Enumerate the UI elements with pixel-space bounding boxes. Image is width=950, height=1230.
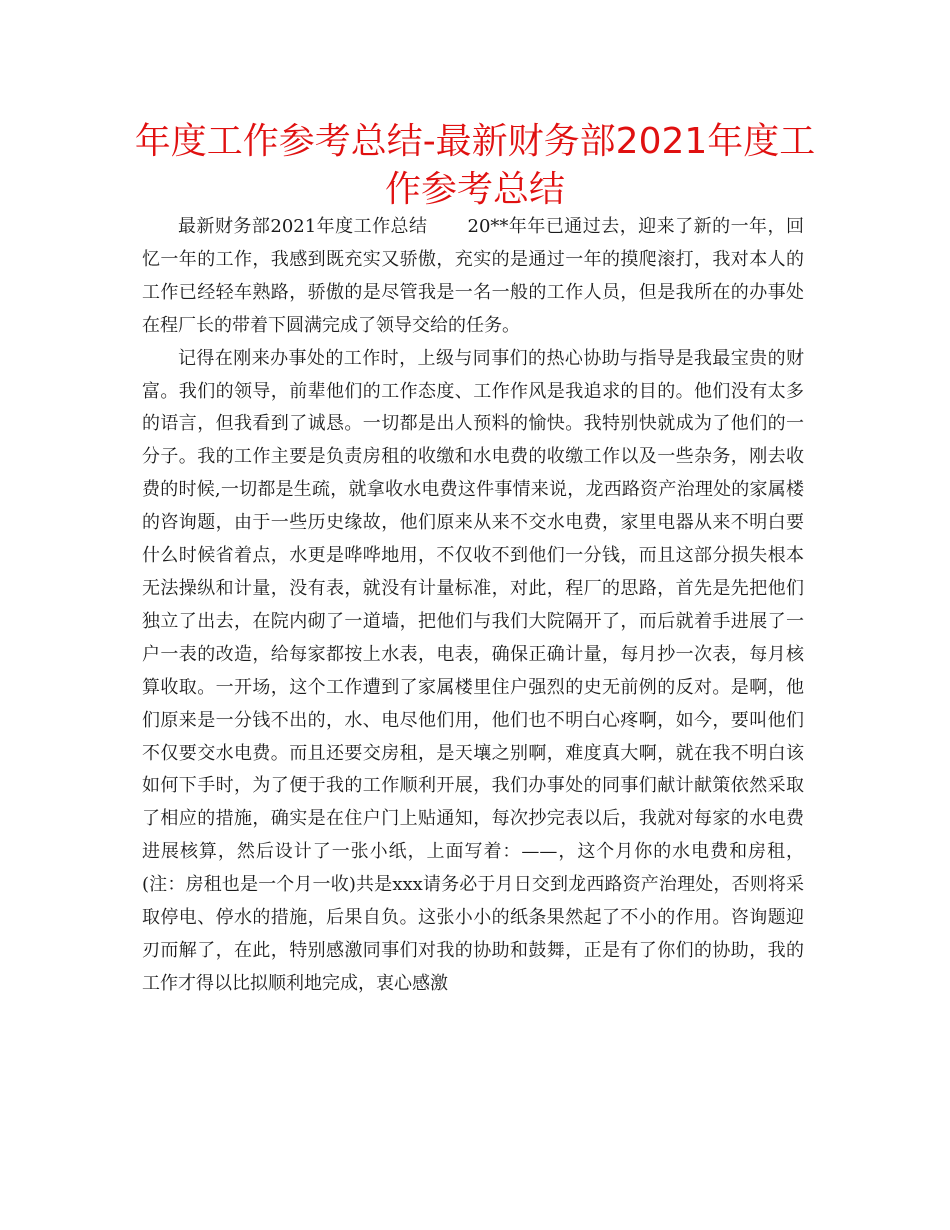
- paragraph-text: 记得在刚来办事处的工作时，上级与同事们的热心协助与指导是我最宝贵的财富。我们的领导，前辈他们的工作态度、工作作风是我追求的目的。他们没有太多的语言，但我看到了诚恳。一切都是出人预料的愉快。我特别快就成为了他们的一分子。我的工作主要是负责房租的收缴和水电费的收缴工作以及一些杂务，刚去收费的时候,一切都是生疏，就拿收水电费这件事情来说，龙西路资产治理处的家属楼的咨询题，由于一些历史缘故，他们原来从来不交水电费，家里电器从来不明白要什么时候省着点，水更是哗哗地用，不仅收不到他们一分钱，而且这部分损失根本无法操纵和计量，没有表，就没有计量标准，对此，程厂的思路，首先是先把他们独立了出去，在院内砌了一道墙，把他们与我们大院隔开了，而后就着手进展了一户一表的改造，给每家都按上水表，电表，确保正确计量，每月抄一次表，每月核算收取。一开场，这个工作遭到了家属楼里住户强烈的史无前例的反对。是啊，他们原来是一分钱不出的，水、电尽他们用，他们也不明白心疼啊，如今，要叫他们不仅要交水电费。而且还要交房租，是天壤之别啊，难度真大啊，就在我不明白该如何下手时，为了便于我的工作顺利开展，我们办事处的同事们献计献策依然采取了相应的措施，确实是在住户门上贴通知，每次抄完表以后，我就对每家的水电费进展核算，然后设计了一张小纸，上面写着：——，这个月你的水电费和房租，(注：房租也是一个月一收)共是xxx请务必于月日交到龙西路资产治理处，否则将采取停电、停水的措施，后果自负。这张小小的纸条果然起了不小的作用。咨询题迎刃而解了，在此，特别感激同事们对我的协助和鼓舞，正是有了你们的协助，我的工作才得以比拟顺利地完成，衷心感激: [142, 347, 804, 994]
- paragraph-lead: 最新财务部2021年度工作总结: [178, 216, 428, 237]
- paragraph-text: 20**年年已通过去，迎来了新的一年，回忆一年的工作，我感到既充实又骄傲，充实的是通过一年的摸爬滚打，我对本人的工作已经轻车熟路，骄傲的是尽管我是一名一般的工作人员，但是我所在的办事处在程厂长的带着下圆满完成了领导交给的任务。: [142, 216, 804, 336]
- document-body: [142, 211, 804, 1001]
- paragraph-2: [142, 343, 804, 1001]
- document-title: 年度工作参考总结-最新财务部2021年度工作参考总结: [134, 121, 816, 210]
- paragraph-1: [142, 211, 804, 343]
